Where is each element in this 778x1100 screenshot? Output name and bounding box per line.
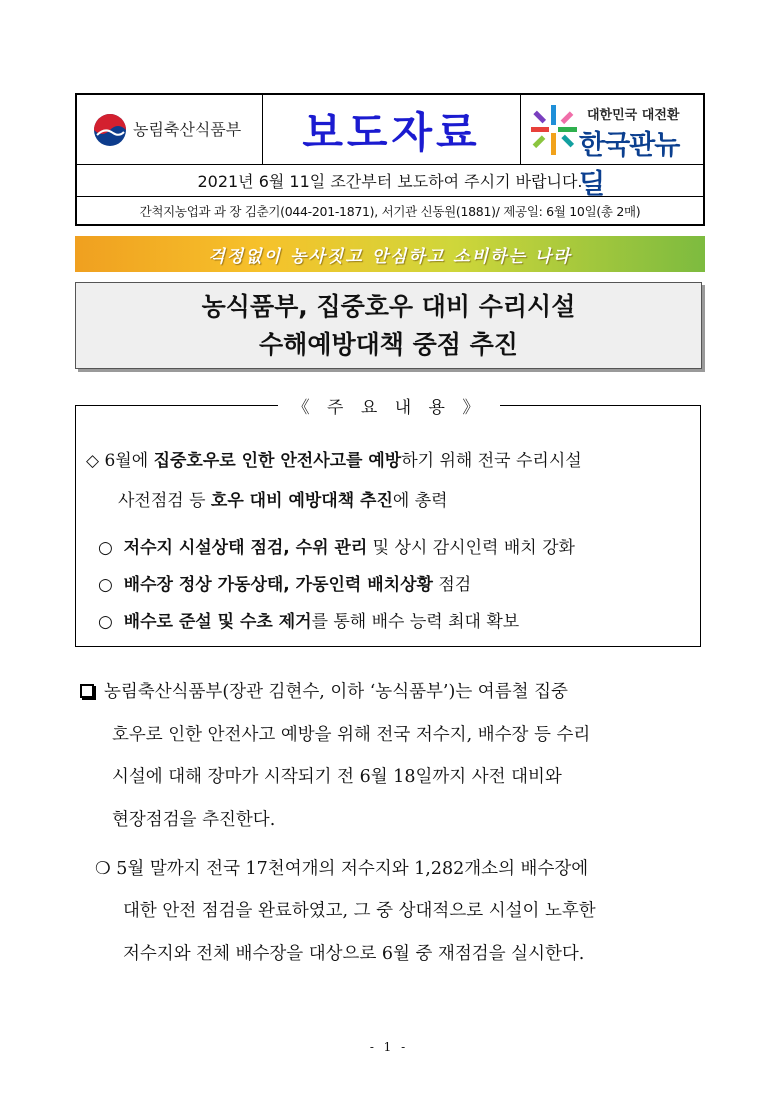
press-release-header [75, 93, 705, 226]
circle-bullet-icon: ○ [98, 538, 113, 558]
ministry-logo-icon [93, 113, 127, 147]
slogan-text: 걱정없이 농사짓고 안심하고 소비하는 나라 [208, 246, 572, 267]
headline-line-2: 수해예방대책 중점 추진 [259, 329, 518, 359]
slogan-banner [75, 236, 705, 272]
body-paragraph-1-line: 시설에 대해 장마가 시작되기 전 6월 18일까지 사전 대비와 [112, 767, 562, 787]
body-paragraph-1-line: 호우로 인한 안전사고 예방을 위해 전국 저수지, 배수장 등 수리 [112, 725, 591, 745]
new-deal-subtitle: 대한민국 대전환 [587, 108, 680, 123]
embargo-note: 2021년 6월 11일 조간부터 보도하여 주시기 바랍니다. [77, 165, 703, 197]
headline-box [75, 282, 702, 369]
contact-info: 간척지농업과 과 장 김춘기(044-201-1871), 서기관 신동원(1881)/ 제공일: 6월 10일(총 2매) [139, 203, 641, 219]
circle-bullet-icon: ○ [98, 575, 113, 595]
ministry-cell [77, 95, 263, 164]
body-paragraph-1-line-1: 농림축산식품부(장관 김현수, 이하 ‘농식품부’)는 여름철 집중 [80, 678, 568, 703]
body-paragraph-1-line: 현장점검을 추진한다. [112, 810, 276, 830]
circle-bullet-icon: ○ [98, 612, 113, 632]
korean-new-deal-cell [520, 95, 703, 200]
new-deal-logo-icon [529, 103, 579, 157]
key-point-main-line-2: 사전점검 등 호우 대비 예방대책 추진에 총력 [118, 491, 448, 511]
body-paragraph-2-line: 대한 안전 점검을 완료하였고, 그 중 상대적으로 시설이 노후한 [123, 901, 596, 921]
key-points-label: 《 주 요 내 용 》 [278, 390, 500, 420]
key-point-item: ○ 배수장 정상 가동상태, 가동인력 배치상황 점검 [98, 575, 472, 595]
ministry-name: 농림축산식품부 [133, 120, 242, 139]
diamond-bullet-icon: ◇ [86, 451, 100, 471]
key-point-main-line-1: ◇ 6월에 집중호우로 인한 안전사고를 예방하기 위해 전국 수리시설 [86, 451, 582, 471]
key-point-item: ○ 배수로 준설 및 수초 제거를 통해 배수 능력 최대 확보 [98, 612, 520, 632]
hollow-circle-bullet-icon: ❍ [95, 859, 111, 879]
page-number: - 1 - [369, 1040, 409, 1054]
headline-line-1: 농식품부, 집중호우 대비 수리시설 [201, 291, 576, 321]
body-paragraph-2-line-1: ❍ 5월 말까지 전국 17천여개의 저수지와 1,282개소의 배수장에 [95, 859, 589, 879]
square-bullet-icon [80, 684, 94, 698]
new-deal-title: 한국판뉴딜 [579, 130, 680, 200]
key-point-item: ○ 저수지 시설상태 점검, 수위 관리 및 상시 감시인력 배치 강화 [98, 538, 575, 558]
body-paragraph-2-line: 저수지와 전체 배수장을 대상으로 6월 중 재점검을 실시한다. [123, 944, 585, 964]
press-release-title: 보도자료 [302, 108, 481, 157]
